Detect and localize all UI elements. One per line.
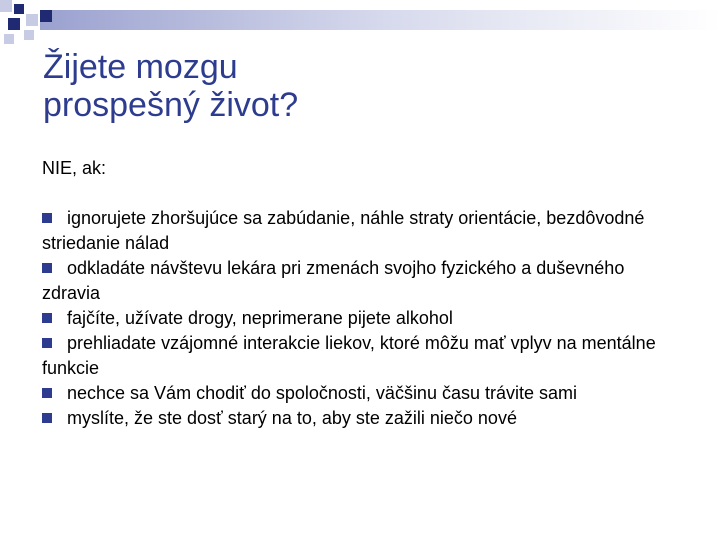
list-item bbox=[42, 381, 682, 406]
slide-title bbox=[43, 48, 298, 124]
list-item bbox=[42, 331, 682, 381]
slide-body bbox=[42, 156, 682, 431]
square-bullet-icon bbox=[42, 213, 52, 223]
slide-title-line-1: Žijete mozgu bbox=[43, 48, 238, 86]
square-bullet-icon bbox=[42, 388, 52, 398]
square-bullet-icon bbox=[42, 313, 52, 323]
list-item bbox=[42, 406, 682, 431]
list-item-text: odkladáte návštevu lekára pri zmenách svojho fyzického a duševného zdravia bbox=[42, 258, 625, 303]
list-item-text: ignorujete zhoršujúce sa zabúdanie, náhle straty orientácie, bezdôvodné striedanie nálad bbox=[42, 208, 645, 253]
list-item bbox=[42, 306, 682, 331]
list-item-text: fajčíte, užívate drogy, neprimerane pijete alkohol bbox=[67, 308, 453, 328]
square-bullet-icon bbox=[42, 413, 52, 423]
list-item-text: myslíte, že ste dosť starý na to, aby ste zažili niečo nové bbox=[67, 408, 517, 428]
list-item bbox=[42, 256, 682, 306]
header-decoration bbox=[0, 0, 720, 50]
slide-title-line-2: prospešný život? bbox=[43, 86, 299, 124]
square-bullet-icon bbox=[42, 338, 52, 348]
intro-text: NIE, ak: bbox=[42, 158, 107, 178]
list-item bbox=[42, 206, 682, 256]
list-item-text: nechce sa Vám chodiť do spoločnosti, väčšinu času trávite sami bbox=[67, 383, 578, 403]
square-bullet-icon bbox=[42, 263, 52, 273]
list-item-text: prehliadate vzájomné interakcie liekov, ktoré môžu mať vplyv na mentálne funkcie bbox=[42, 333, 656, 378]
